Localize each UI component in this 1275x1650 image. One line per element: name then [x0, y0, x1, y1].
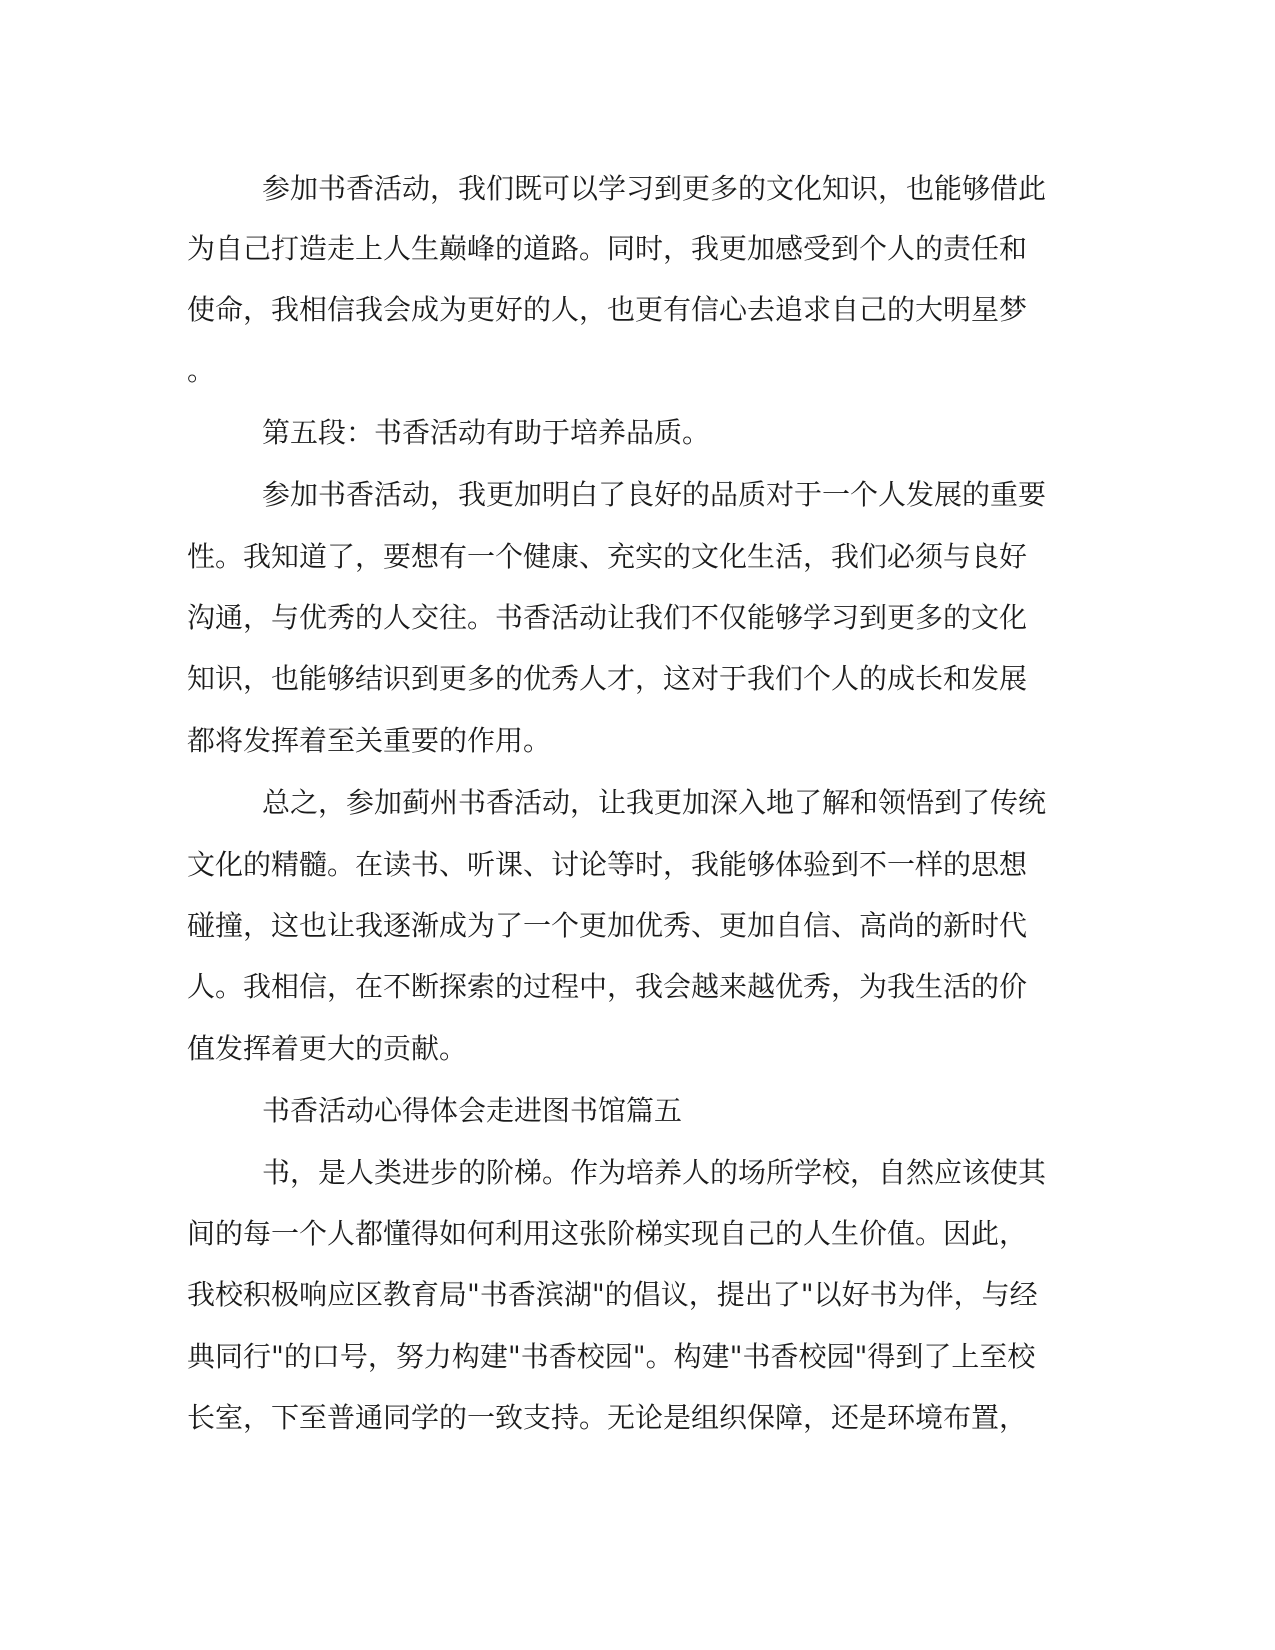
paragraph-line: 参加书香活动，我更加明白了良好的品质对于一个人发展的重要 [262, 478, 1047, 511]
section-title: 书香活动心得体会走进图书馆篇五 [262, 1094, 683, 1127]
paragraph-line: 知识，也能够结识到更多的优秀人才，这对于我们个人的成长和发展 [187, 662, 1028, 695]
paragraph-line: 。 [187, 354, 216, 387]
paragraph-line: 书，是人类进步的阶梯。作为培养人的场所学校，自然应该使其 [262, 1156, 1047, 1189]
paragraph-line: 人。我相信，在不断探索的过程中，我会越来越优秀，为我生活的价 [187, 970, 1028, 1003]
section-heading: 第五段：书香活动有助于培养品质。 [262, 416, 711, 449]
paragraph-line: 文化的精髓。在读书、听课、讨论等时，我能够体验到不一样的思想 [187, 848, 1028, 881]
paragraph-line: 总之，参加蓟州书香活动，让我更加深入地了解和领悟到了传统 [262, 786, 1047, 819]
paragraph-line: 参加书香活动，我们既可以学习到更多的文化知识，也能够借此 [262, 172, 1047, 205]
paragraph-line: 典同行"的口号，努力构建"书香校园"。构建"书香校园"得到了上至校 [187, 1340, 1036, 1373]
paragraph-line: 为自己打造走上人生巅峰的道路。同时，我更加感受到个人的责任和 [187, 232, 1028, 265]
paragraph-line: 使命，我相信我会成为更好的人，也更有信心去追求自己的大明星梦 [187, 293, 1028, 326]
paragraph-line: 长室，下至普通同学的一致支持。无论是组织保障，还是环境布置， [187, 1401, 1028, 1434]
paragraph-line: 沟通，与优秀的人交往。书香活动让我们不仅能够学习到更多的文化 [187, 601, 1028, 634]
paragraph-line: 都将发挥着至关重要的作用。 [187, 724, 552, 757]
paragraph-line: 碰撞，这也让我逐渐成为了一个更加优秀、更加自信、高尚的新时代 [187, 909, 1028, 942]
paragraph-line: 值发挥着更大的贡献。 [187, 1032, 468, 1065]
paragraph-line: 性。我知道了，要想有一个健康、充实的文化生活，我们必须与良好 [187, 540, 1028, 573]
paragraph-line: 间的每一个人都懂得如何利用这张阶梯实现自己的人生价值。因此， [187, 1217, 1028, 1250]
paragraph-line: 我校积极响应区教育局"书香滨湖"的倡议，提出了"以好书为伴，与经 [187, 1278, 1038, 1311]
